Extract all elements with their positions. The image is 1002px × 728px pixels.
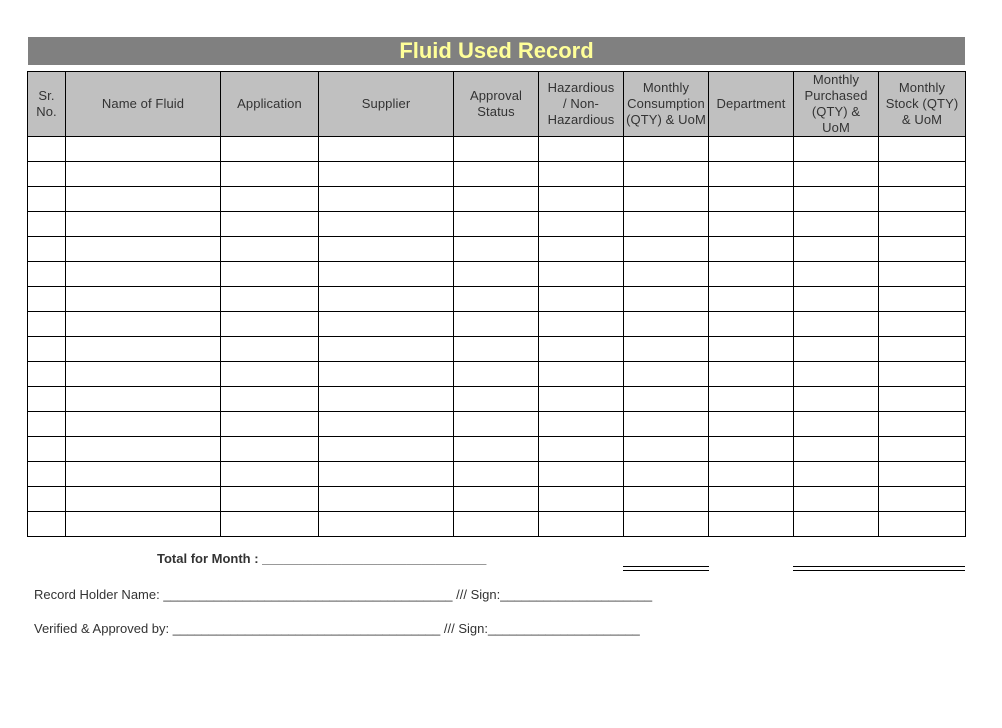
table-cell[interactable]: [794, 287, 879, 312]
table-cell[interactable]: [879, 462, 966, 487]
purchased-stock-total-line: [793, 566, 965, 571]
table-cell[interactable]: [624, 337, 709, 362]
table-cell[interactable]: [66, 137, 221, 162]
table-cell[interactable]: [221, 287, 319, 312]
table-cell[interactable]: [709, 187, 794, 212]
table-cell[interactable]: [319, 137, 454, 162]
table-cell[interactable]: [28, 162, 66, 187]
table-cell[interactable]: [454, 337, 539, 362]
table-cell[interactable]: [319, 187, 454, 212]
table-cell[interactable]: [66, 162, 221, 187]
table-cell[interactable]: [709, 362, 794, 387]
record-holder-line: Record Holder Name: ________________________________________ /// Sign:_____________________: [34, 587, 653, 602]
table-cell[interactable]: [221, 162, 319, 187]
column-header-name-of-fluid: Name of Fluid: [66, 72, 221, 137]
table-cell[interactable]: [221, 462, 319, 487]
table-cell[interactable]: [624, 262, 709, 287]
table-cell[interactable]: [454, 487, 539, 512]
table-cell[interactable]: [709, 287, 794, 312]
table-cell[interactable]: [319, 287, 454, 312]
table-cell[interactable]: [66, 362, 221, 387]
table-cell[interactable]: [221, 237, 319, 262]
table-cell[interactable]: [28, 462, 66, 487]
table-cell[interactable]: [624, 137, 709, 162]
table-cell[interactable]: [28, 237, 66, 262]
table-cell[interactable]: [624, 362, 709, 387]
table-cell[interactable]: [319, 387, 454, 412]
table-cell[interactable]: [879, 262, 966, 287]
table-cell[interactable]: [709, 462, 794, 487]
table-body: [28, 137, 966, 537]
table-cell[interactable]: [624, 412, 709, 437]
table-cell[interactable]: [221, 262, 319, 287]
table-cell[interactable]: [221, 337, 319, 362]
table-cell[interactable]: [624, 162, 709, 187]
table-cell[interactable]: [794, 387, 879, 412]
table-cell[interactable]: [539, 212, 624, 237]
table-cell[interactable]: [66, 487, 221, 512]
table-row: [28, 237, 966, 262]
table-cell[interactable]: [794, 262, 879, 287]
table-cell[interactable]: [624, 512, 709, 537]
table-cell[interactable]: [539, 337, 624, 362]
table-cell[interactable]: [794, 512, 879, 537]
column-header-approval-status: Approval Status: [454, 72, 539, 137]
table-cell[interactable]: [221, 387, 319, 412]
table-cell[interactable]: [221, 137, 319, 162]
table-cell[interactable]: [454, 512, 539, 537]
table-cell[interactable]: [794, 237, 879, 262]
table-cell[interactable]: [66, 412, 221, 437]
table-cell[interactable]: [28, 387, 66, 412]
table-cell[interactable]: [454, 362, 539, 387]
table-cell[interactable]: [319, 362, 454, 387]
table-cell[interactable]: [794, 362, 879, 387]
table-cell[interactable]: [319, 462, 454, 487]
table-cell[interactable]: [709, 337, 794, 362]
table-cell[interactable]: [539, 387, 624, 412]
table-row: [28, 162, 966, 187]
table-cell[interactable]: [454, 412, 539, 437]
table-cell[interactable]: [539, 237, 624, 262]
table-cell[interactable]: [709, 437, 794, 462]
column-header-application: Application: [221, 72, 319, 137]
table-cell[interactable]: [319, 312, 454, 337]
table-cell[interactable]: [66, 462, 221, 487]
column-header-monthly-stock: Monthly Stock (QTY) & UoM: [879, 72, 966, 137]
table-row: [28, 412, 966, 437]
table-cell[interactable]: [879, 337, 966, 362]
table-row: [28, 362, 966, 387]
column-header-supplier: Supplier: [319, 72, 454, 137]
table-row: [28, 512, 966, 537]
table-cell[interactable]: [539, 287, 624, 312]
table-cell[interactable]: [66, 387, 221, 412]
fluid-record-table: [27, 71, 966, 537]
table-cell[interactable]: [879, 287, 966, 312]
table-cell[interactable]: [709, 212, 794, 237]
table-cell[interactable]: [879, 162, 966, 187]
table-cell[interactable]: [709, 387, 794, 412]
column-header-hazardous: Hazardious / Non-Hazardious: [539, 72, 624, 137]
table-cell[interactable]: [794, 412, 879, 437]
table-cell[interactable]: [28, 512, 66, 537]
table-cell[interactable]: [879, 187, 966, 212]
table-cell[interactable]: [539, 312, 624, 337]
table-cell[interactable]: [221, 437, 319, 462]
table-cell[interactable]: [221, 212, 319, 237]
table-cell[interactable]: [624, 387, 709, 412]
table-cell[interactable]: [221, 312, 319, 337]
table-row: [28, 387, 966, 412]
table-cell[interactable]: [28, 212, 66, 237]
table-cell[interactable]: [879, 212, 966, 237]
table-row: [28, 137, 966, 162]
table-cell[interactable]: [539, 462, 624, 487]
table-cell[interactable]: [221, 187, 319, 212]
table-cell[interactable]: [624, 187, 709, 212]
table-cell[interactable]: [709, 237, 794, 262]
consumption-total-line: [623, 566, 709, 571]
table-row: [28, 487, 966, 512]
table-row: [28, 437, 966, 462]
table-cell[interactable]: [709, 162, 794, 187]
column-header-sr-no: Sr. No.: [28, 72, 66, 137]
table-cell[interactable]: [709, 487, 794, 512]
table-cell[interactable]: [454, 187, 539, 212]
table-cell[interactable]: [28, 412, 66, 437]
table-cell[interactable]: [454, 237, 539, 262]
table-cell[interactable]: [879, 487, 966, 512]
table-cell[interactable]: [539, 437, 624, 462]
table-cell[interactable]: [28, 312, 66, 337]
table-cell[interactable]: [454, 162, 539, 187]
table-cell[interactable]: [454, 287, 539, 312]
table-cell[interactable]: [28, 262, 66, 287]
table-cell[interactable]: [28, 362, 66, 387]
table-cell[interactable]: [539, 137, 624, 162]
table-cell[interactable]: [879, 437, 966, 462]
table-cell[interactable]: [28, 337, 66, 362]
table-cell[interactable]: [454, 462, 539, 487]
table-cell[interactable]: [624, 462, 709, 487]
table-cell[interactable]: [794, 162, 879, 187]
table-cell[interactable]: [624, 487, 709, 512]
table-cell[interactable]: [709, 262, 794, 287]
table-cell[interactable]: [319, 437, 454, 462]
total-for-month: Total for Month : _______________________________: [157, 551, 487, 566]
table-cell[interactable]: [539, 362, 624, 387]
table-cell[interactable]: [28, 137, 66, 162]
table-cell[interactable]: [624, 287, 709, 312]
table-row: [28, 187, 966, 212]
table-cell[interactable]: [624, 312, 709, 337]
table-cell[interactable]: [221, 487, 319, 512]
table-cell[interactable]: [709, 512, 794, 537]
table-cell[interactable]: [66, 337, 221, 362]
table-cell[interactable]: [319, 512, 454, 537]
table-cell[interactable]: [624, 237, 709, 262]
table-cell[interactable]: [66, 187, 221, 212]
table-cell[interactable]: [319, 262, 454, 287]
table-cell[interactable]: [319, 487, 454, 512]
table-cell[interactable]: [454, 387, 539, 412]
table-cell[interactable]: [794, 462, 879, 487]
table-cell[interactable]: [28, 487, 66, 512]
table-cell[interactable]: [794, 337, 879, 362]
table-cell[interactable]: [221, 512, 319, 537]
table-cell[interactable]: [66, 437, 221, 462]
table-cell[interactable]: [221, 362, 319, 387]
table-row: [28, 287, 966, 312]
verified-approved-line: Verified & Approved by: _____________________________________ /// Sign:_____________________: [34, 621, 640, 636]
table-cell[interactable]: [66, 287, 221, 312]
table-cell[interactable]: [66, 262, 221, 287]
table-row: [28, 212, 966, 237]
table-cell[interactable]: [454, 312, 539, 337]
table-cell[interactable]: [319, 412, 454, 437]
table-cell[interactable]: [879, 512, 966, 537]
table-cell[interactable]: [221, 412, 319, 437]
table-cell[interactable]: [28, 187, 66, 212]
table-cell[interactable]: [794, 437, 879, 462]
table-cell[interactable]: [794, 187, 879, 212]
table-cell[interactable]: [709, 137, 794, 162]
column-header-monthly-consumption: Monthly Consumption (QTY) & UoM: [624, 72, 709, 137]
table-cell[interactable]: [454, 212, 539, 237]
table-cell[interactable]: [794, 137, 879, 162]
column-header-monthly-purchased: Monthly Purchased (QTY) & UoM: [794, 72, 879, 137]
table-cell[interactable]: [539, 262, 624, 287]
table-cell[interactable]: [879, 412, 966, 437]
table-cell[interactable]: [879, 237, 966, 262]
table-cell[interactable]: [66, 212, 221, 237]
table-cell[interactable]: [539, 487, 624, 512]
table-cell[interactable]: [454, 137, 539, 162]
table-cell[interactable]: [709, 412, 794, 437]
table-cell[interactable]: [794, 312, 879, 337]
table-cell[interactable]: [454, 262, 539, 287]
table-cell[interactable]: [539, 412, 624, 437]
table-cell[interactable]: [539, 162, 624, 187]
table-cell[interactable]: [539, 512, 624, 537]
table-row: [28, 462, 966, 487]
table-row: [28, 262, 966, 287]
table-cell[interactable]: [879, 362, 966, 387]
table-cell[interactable]: [794, 212, 879, 237]
table-cell[interactable]: [879, 387, 966, 412]
table-cell[interactable]: [66, 312, 221, 337]
table-cell[interactable]: [624, 212, 709, 237]
table-cell[interactable]: [879, 312, 966, 337]
table-cell[interactable]: [319, 212, 454, 237]
column-header-department: Department: [709, 72, 794, 137]
table-row: [28, 337, 966, 362]
table-row: [28, 312, 966, 337]
table-cell[interactable]: [66, 512, 221, 537]
table-header-row: [28, 72, 966, 137]
table-cell[interactable]: [539, 187, 624, 212]
table-cell[interactable]: [319, 162, 454, 187]
table-cell[interactable]: [319, 237, 454, 262]
table-cell[interactable]: [28, 287, 66, 312]
page-title: Fluid Used Record: [28, 37, 965, 65]
table-cell[interactable]: [454, 437, 539, 462]
table-cell[interactable]: [319, 337, 454, 362]
table-cell[interactable]: [709, 312, 794, 337]
table-cell[interactable]: [66, 237, 221, 262]
table-cell[interactable]: [28, 437, 66, 462]
table-cell[interactable]: [879, 137, 966, 162]
table-cell[interactable]: [624, 437, 709, 462]
table-cell[interactable]: [794, 487, 879, 512]
